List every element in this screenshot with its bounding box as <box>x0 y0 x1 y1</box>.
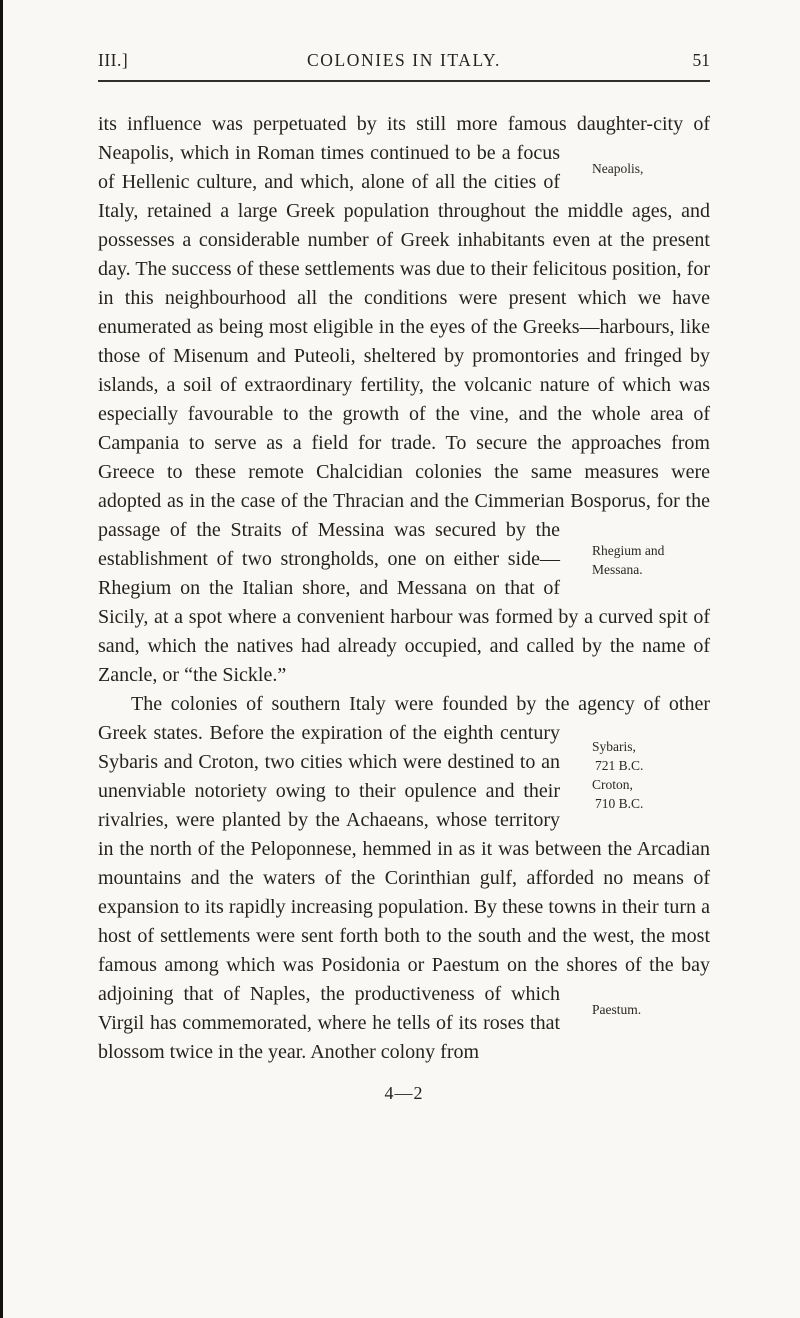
text-segment: to be a focus of Hellenic culture, and which, alone of all the cities of Italy, retained a large Greek population throughout the middle ages, and possesses a considerable number of Greek inhabitants even at the present day. The success of these settlements was due to their felicitous position, for in this neighbourhood all the conditions were present which we have enumerated as being most eligible in the eyes of the Greeks—harbours, like those of Misenum and Puteoli, sheltered by promontories and fringed by islands, a soil of extraordinary fertility, the volcanic nature of which was especially favourable to the growth of the vine, and the whole area of Campania to serve as a field for trade. To secure the approaches from Greece to these remote Chalcidian colonies the same measures were adopted as in the case of the Thracian and the Cimmerian Bosporus, for the passage of the Straits of Messina was secured by <box>98 142 710 541</box>
text-segment: the eighth century Sybaris and Croton, two cities which were destined to an unenviable notoriety owing to their opulence and their rivalries, were planted by the Achaeans, whose territory in the north of the Peloponnese, hemmed in as it was between the Arcadian mountains and the waters of the Corinthian gulf, afforded no means of expansion to its rapidly increasing population. By these towns in their turn a host of settlements were sent forth both to the south and the west, the most famous among which was Posidonia or Paestum on the shores <box>98 722 710 976</box>
sidenote-text: Rhegium and Messana. <box>592 542 665 577</box>
sidenote-text: Neapolis, <box>592 160 644 176</box>
sidenote-rhegium-messana <box>560 516 710 603</box>
page-number: 51 <box>692 50 710 70</box>
page-title: COLONIES IN ITALY. <box>307 50 501 70</box>
paragraph-1 <box>98 110 710 690</box>
page-content <box>98 50 710 1104</box>
chapter-number: III.] <box>98 50 129 70</box>
sidenote-date: 710 B.C. <box>595 796 644 811</box>
paragraph-2 <box>98 690 710 1067</box>
signature-mark: 4—2 <box>384 1083 424 1103</box>
sidenote-paestum <box>560 980 710 1038</box>
text-segment: of the bay adjoining that of Naples, the productiveness of which Virgil has commemorated, where he tells of its roses that blossom twice in the year. Another colony from <box>98 954 710 1063</box>
sidenote-neapolis <box>560 139 710 197</box>
body-text <box>98 110 710 1067</box>
sidenote-text: Paestum. <box>592 1001 642 1017</box>
text-segment: The colonies of southern Italy were founded by the agency of other Greek states. Before the expiration of <box>98 693 710 744</box>
text-segment: its influence was perpetuated by its still more famous daughter-city of Neapolis, which in Roman times continued <box>98 113 710 164</box>
sidenote-text: Croton, <box>592 777 633 792</box>
running-header <box>98 50 710 71</box>
sidenote-date: 721 B.C. <box>595 758 644 773</box>
sidenote-sybaris-croton <box>560 719 710 831</box>
text-segment: the establishment of two strongholds, one on either side—Rhegium on the Italian shore, and Messana on that of Sicily, at a spot where a convenient harbour was formed by a curved spit of sand, which the natives had already occupied, and called by the name of Zancle, or “the Sickle.” <box>98 519 710 686</box>
header-rule <box>98 80 710 82</box>
sidenote-text: Sybaris, <box>592 739 636 754</box>
